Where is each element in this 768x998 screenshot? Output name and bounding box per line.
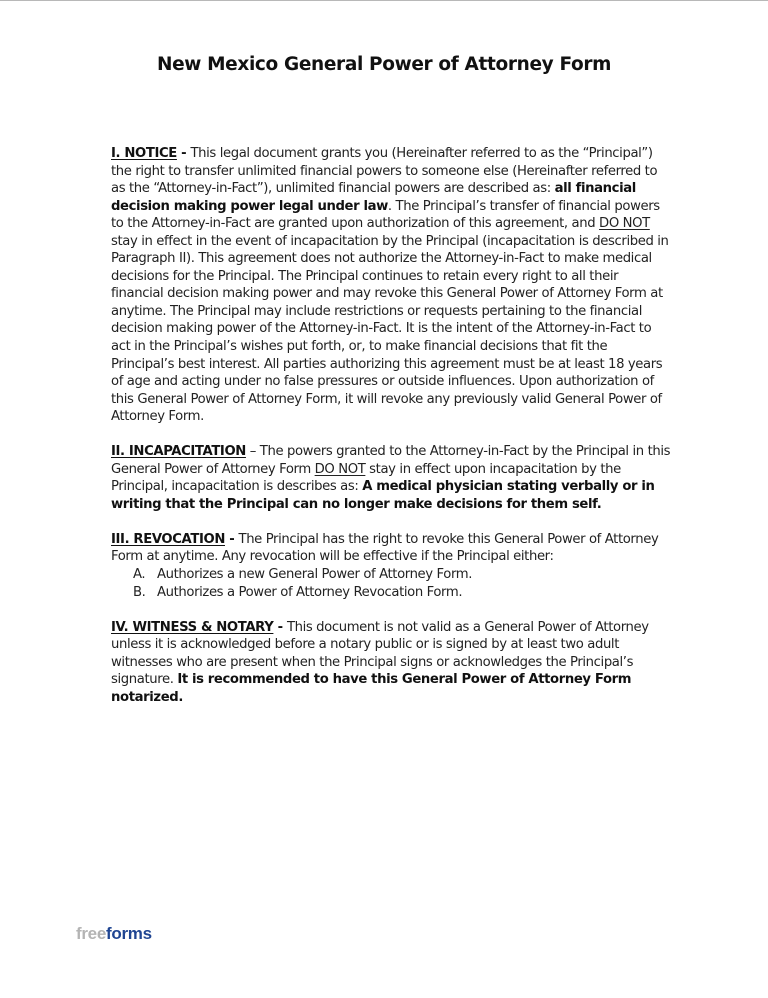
list-item <box>111 584 671 602</box>
section-text: stay in effect in the event of incapacitation by the Principal (incapacitation is described in Paragraph II). This agreement does not authorize the Attorney-in-Fact to make medical decisions for the Principal. The Principal continues to retain every right to all their financial decision making power and may revoke this General Power of Attorney Form at anytime. The Principal may include restrictions or requests pertaining to the financial decision making power of the Attorney-in-Fact. It is the intent of the Attorney-in-Fact to act in the Principal’s wishes put forth, or, to make financial decisions that fit the Principal’s best interest. All parties authorizing this agreement must be at least 18 years of age and acting under no false pressures or outside influences. Upon authorization of this General Power of Attorney Form, it will revoke any previously valid General Power of Attorney Form. <box>111 233 669 425</box>
section-heading: II. INCAPACITATION <box>111 444 246 460</box>
list-marker: A. <box>133 567 146 583</box>
section-text: This legal document grants you (Hereinafter referred to as the “Principal”) the right to transfer unlimited financial powers to someone else (Hereinafter referred to as the “Attorney-in-Fact”), unlimited financial powers are described as: <box>111 146 658 197</box>
section-heading: III. REVOCATION <box>111 531 225 547</box>
page-top-border <box>0 0 768 1</box>
section-text-bold: A medical physician stating verbally or in writing that the Principal can no longer make decisions for them self. <box>111 479 655 512</box>
section-text-bold: all financial decision making power legal under law <box>111 181 636 214</box>
section-heading: I. NOTICE <box>111 146 177 161</box>
list-item-text: Authorizes a new General Power of Attorney Form. <box>157 567 473 583</box>
section-text: The powers granted to the Attorney-in-Fact by the Principal in this General Power of Attorney Form <box>111 444 671 477</box>
section-text-underline: DO NOT <box>599 216 650 232</box>
document-body <box>111 145 671 724</box>
section-notice: I. NOTICE - This legal document grants you (Hereinafter referred to as the “Principal”) the right to transfer unlimited financial powers to someone else (Hereinafter referred to as the “Attorney-in-Fact”), unlimited financial powers are described as: all financial decision making power legal under law. The Principal’s transfer of financial powers to the Attorney-in-Fact are granted upon authorization of this agreement, and DO NOT stay in effect in the event of incapacitation by the Principal (incapacitation is described in Paragraph II). This agreement does not authorize the Attorney-in-Fact to make medical decisions for the Principal. The Principal continues to retain every right to all their financial decision making power and may revoke this General Power of Attorney Form at anytime. The Principal may include restrictions or requests pertaining to the financial decision making power of the Attorney-in-Fact. It is the intent of the Attorney-in-Fact to act in the Principal’s wishes put forth, or, to make financial decisions that fit the Principal’s best interest. All parties authorizing this agreement must be at least 18 years of age and acting under no false pressures or outside influences. Upon authorization of this General Power of Attorney Form, it will revoke any previously valid General Power of Attorney Form. <box>111 146 669 425</box>
section-revocation: III. REVOCATION - The Principal has the right to revoke this General Power of Attorney Form at anytime. Any revocation will be effective if the Principal either: A. Authorizes a new General Power of Attorney Form. B. Authorizes a Power of Attorney Revocation Form. <box>111 531 671 601</box>
freeforms-logo <box>76 924 152 944</box>
logo-forms-text: forms <box>106 924 152 943</box>
document-title: New Mexico General Power of Attorney Form <box>156 54 612 75</box>
section-incapacitation: II. INCAPACITATION – The powers granted to the Attorney-in-Fact by the Principal in this General Power of Attorney Form DO NOT stay in effect upon incapacitation by the Principal, incapacitation is describes as: A medical physician stating verbally or in writing that the Principal can no longer make decisions for them self. <box>111 444 671 512</box>
section-text: The Principal has the right to revoke this General Power of Attorney Form at anytime. Any revocation will be effective if the Principal either: <box>111 531 659 565</box>
section-heading: IV. WITNESS & NOTARY <box>111 619 274 635</box>
list-item <box>111 566 671 584</box>
section-text: . The Principal’s transfer of financial powers to the Attorney-in-Fact are granted upon authorization of this agreement, and <box>111 198 660 232</box>
section-text: stay in effect upon incapacitation by the Principal, incapacitation is describes as: <box>111 461 621 495</box>
list-marker: B. <box>133 584 146 600</box>
section-text-underline: DO NOT <box>314 461 366 477</box>
list-item-text: Authorizes a Power of Attorney Revocation Form. <box>157 584 463 600</box>
section-text-bold: It is recommended to have this General Power of Attorney Form notarized. <box>111 672 632 705</box>
logo-free-text: free <box>76 924 106 943</box>
section-text: This document is not valid as a General Power of Attorney unless it is acknowledged before a notary public or is signed by at least two adult witnesses who are present when the Principal signs or acknowledges the Principal’s signature. <box>111 619 649 688</box>
section-witness-notary: IV. WITNESS & NOTARY - This document is not valid as a General Power of Attorney unless it is acknowledged before a notary public or is signed by at least two adult witnesses who are present when the Principal signs or acknowledges the Principal’s signature. It is recommended to have this General Power of Attorney Form notarized. <box>111 619 649 705</box>
revocation-list <box>111 566 671 601</box>
